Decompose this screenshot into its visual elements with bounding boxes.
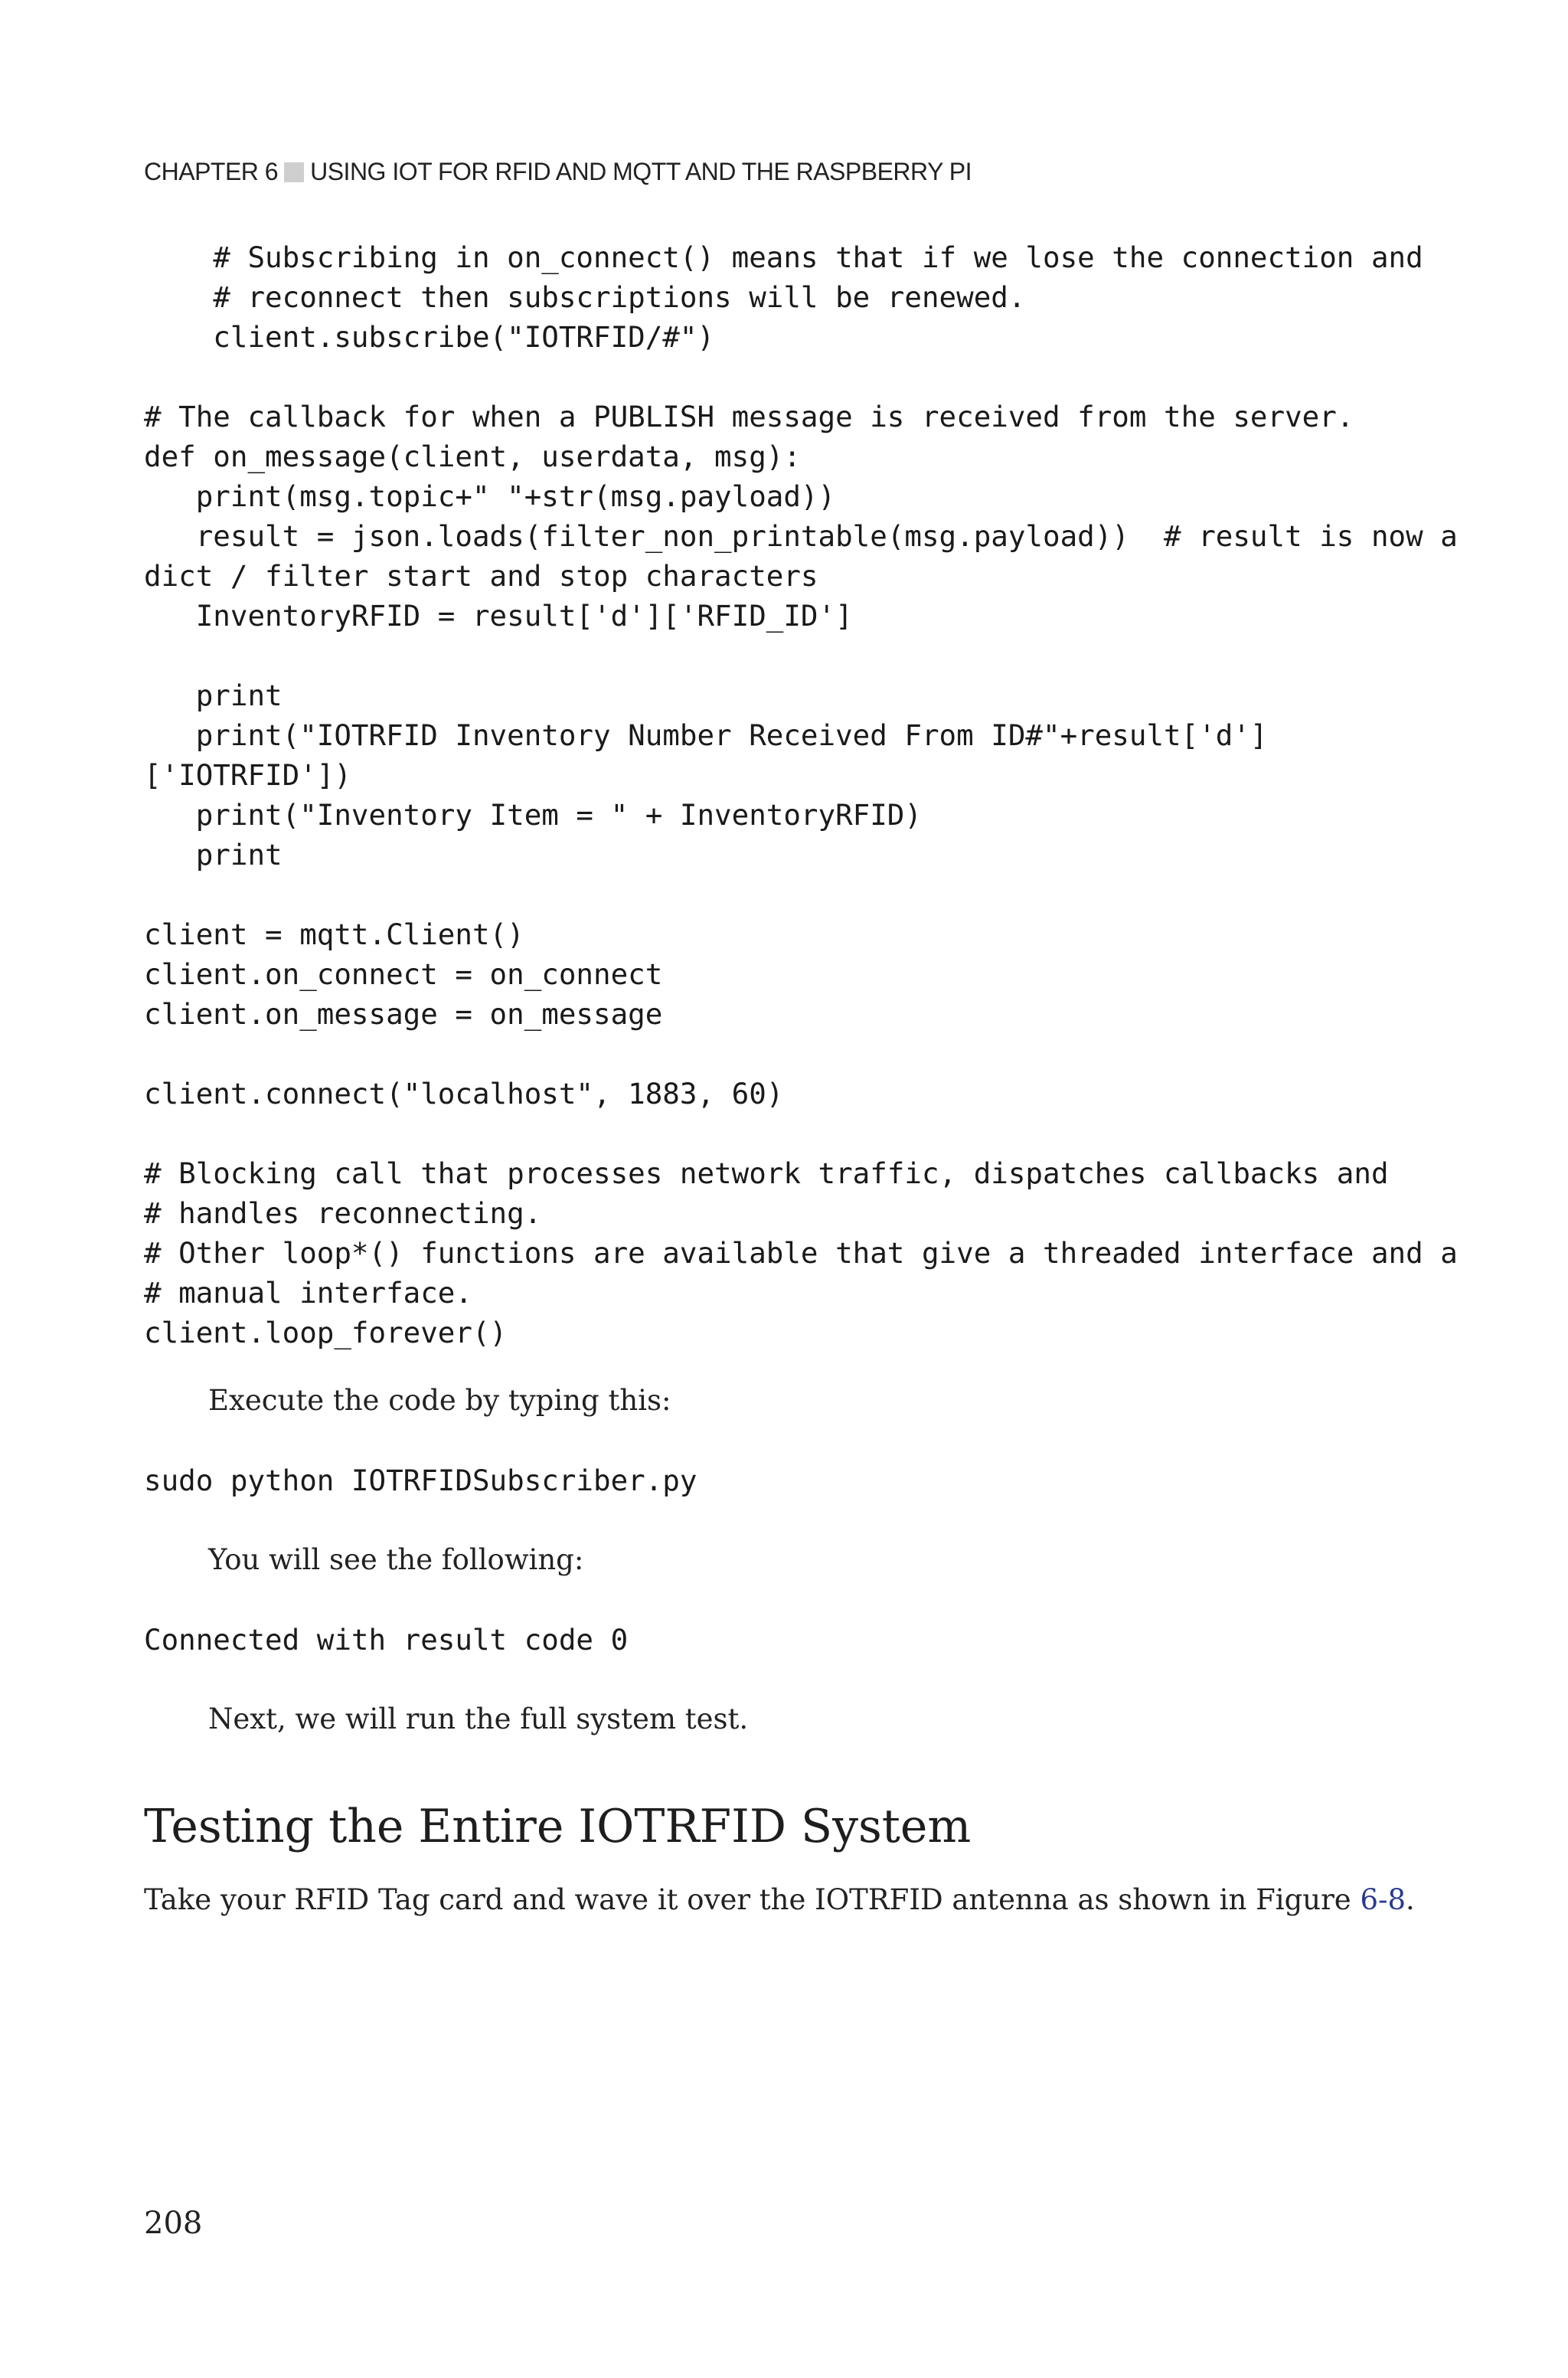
paragraph-see-following: You will see the following: xyxy=(208,1543,584,1576)
figure-link[interactable]: 6-8 xyxy=(1360,1883,1406,1916)
paragraph-execute: Execute the code by typing this: xyxy=(208,1384,671,1417)
section-body-end: . xyxy=(1406,1883,1415,1916)
header-separator xyxy=(284,162,304,182)
page-number: 208 xyxy=(144,2206,203,2241)
section-body-text: Take your RFID Tag card and wave it over the IOTRFID antenna as shown in Figure xyxy=(144,1883,1361,1916)
section-heading: Testing the Entire IOTRFID System xyxy=(144,1800,972,1853)
code-block-subscriber: # Subscribing in on_connect() means that if we lose the connection and # reconnect then subscriptions will be renewed. client.subscribe("IOTRFID/#") # The callback for when a PUBLISH message is received from the server. def on_message(client, userdata, msg): print(msg.topic+" "+str(msg.payload)) result = json.loads(filter_non_printable(msg.payload)) # result is now a dict / filter start and stop characters InventoryRFID = result['d']['RFID_ID'] print print("IOTRFID Inventory Number Received From ID#"+result['d'] ['IOTRFID']) print("Inventory Item = " + InventoryRFID) print client = mqtt.Client() client.on_connect = on_connect client.on_message = on_message client.connect("localhost", 1883, 60) # Blocking call that processes network traffic, dispatches callbacks and # handles reconnecting. # Other loop*() functions are available that give a threaded interface and a # manual interface. client.loop_forever() xyxy=(144,240,1458,1349)
code-block-output: Connected with result code 0 xyxy=(144,1623,629,1657)
chapter-label: CHAPTER 6 xyxy=(144,158,279,185)
code-block-command: sudo python IOTRFIDSubscriber.py xyxy=(144,1464,697,1497)
running-header xyxy=(144,158,972,186)
paragraph-next: Next, we will run the full system test. xyxy=(208,1703,749,1735)
chapter-title: USING IOT FOR RFID AND MQTT AND THE RASPBERRY PI xyxy=(310,158,972,185)
section-body xyxy=(144,1880,1415,1920)
